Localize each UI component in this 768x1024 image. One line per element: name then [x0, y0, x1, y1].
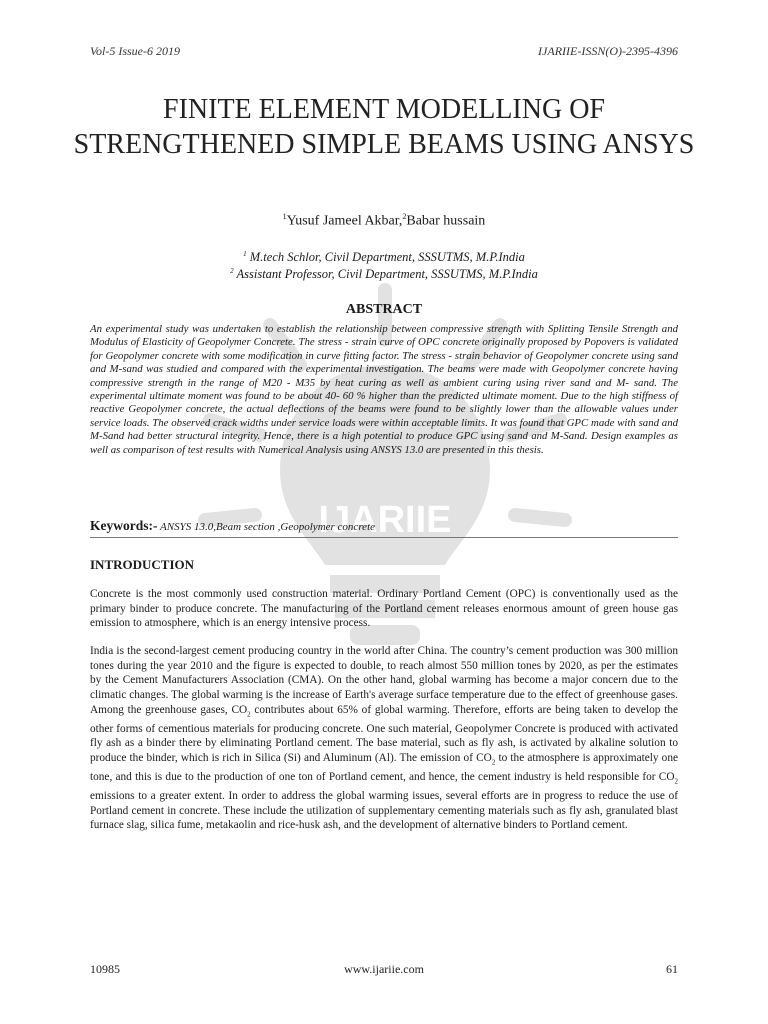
author-2-name: Babar hussain [406, 213, 486, 229]
author-2-sup: 2 [402, 212, 407, 221]
co2-subscript-2: 2 [491, 758, 496, 767]
co2-subscript-3: 2 [674, 777, 678, 786]
affiliation-1 [0, 250, 768, 265]
keywords-line [90, 518, 678, 534]
intro-paragraph-2 [90, 644, 678, 833]
footer-website-link[interactable]: www.ijariie.com [344, 962, 424, 976]
author-1-sup: 1 [282, 212, 287, 221]
paper-title: FINITE ELEMENT MODELLING OF STRENGTHENED SIMPLE BEAMS USING ANSYS [73, 94, 695, 160]
intro-p2-text-3: to the atmosphere is approximately one tone, and this is due to the production of one ton of Portland cement, and hence, the cement industry is held responsible for CO [90, 752, 678, 784]
header-journal-issn: IJARIIE-ISSN(O)-2395-4396 [538, 44, 678, 58]
keywords-label: Keywords:- [90, 518, 158, 533]
affiliation-2-sup: 2 [230, 267, 234, 275]
intro-p2-text-4: emissions to a greater extent. In order to address the global warming issues, several efforts are in progress to reduce the use of Portland cement in concrete. These include the utilization of supplementary cementing materials such as fly ash, granulated blast furnace slag, silica fume, metakaolin and rice-husk ash, and the development of alternative binders to Portland cement. [90, 790, 678, 832]
author-list [0, 212, 768, 230]
header-volume: Vol-5 Issue-6 2019 [90, 44, 180, 58]
footer-paper-id: 10985 [90, 962, 120, 976]
footer-page-number: 61 [666, 962, 678, 976]
affiliation-2-text: Assistant Professor, Civil Department, SSSUTMS, M.P.India [233, 267, 538, 282]
keywords-divider [90, 537, 678, 538]
intro-p2-text-2: contributes about 65% of global warming. Therefore, efforts are being taken to develop the other forms of cementious materials for producing concrete. One such material, Geopolymer Concrete is produced with activated fly ash as a binder there by eliminating Portland cement. The base material, such as fly ash, is activated by alkaline solution to produce the binder, which is rich in Silica (Si) and Aluminum (Al). The emission of CO [90, 703, 679, 765]
intro-p2-text-1: India is the second-largest cement producing country in the world after China. The country’s cement production was 300 million tones during the year 2010 and the figure is expected to double, to reach almost 550 million tones by 2020, as per the estimates by the Cement Manufacturers Association (CMA). On the other hand, global warming has become a major concern due to the climatic changes. The global warming is the increase of Earth's average surface temperature due to the effect of greenhouse gases. Among the greenhouse gases, CO [90, 645, 678, 716]
affiliation-2 [0, 267, 768, 282]
affiliation-1-sup: 1 [243, 250, 247, 258]
abstract-heading: ABSTRACT [345, 302, 423, 317]
intro-paragraph-1: Concrete is the most commonly used construction material. Ordinary Portland Cement (OPC) is conventionally used as the primary binder to produce concrete. The manufacturing of the Portland cement releases enormous amount of green house gas emission to atmosphere, which is an energy intensive process. [90, 588, 678, 630]
introduction-heading: INTRODUCTION [90, 557, 195, 572]
co2-subscript-1: 2 [247, 710, 251, 719]
keywords-value: ANSYS 13.0,Beam section ,Geopolymer concrete [157, 521, 376, 533]
affiliation-1-text: M.tech Schlor, Civil Department, SSSUTMS, M.P.India [246, 250, 525, 265]
watermark-text: IJARIIE [318, 499, 452, 541]
abstract-text: An experimental study was undertaken to establish the relationship between compressive strength with Splitting Tensile Strength and Modulus of Elasticity of Geopolymer Concrete. The stress - strain curve of OPC concrete originally proposed by Popovers is validated for Geopolymer concrete with some modification in curve fitting factor. The stress - strain behavior of Geopolymer concrete using sand and M-sand was studied and compared with the experimental investigation. The beams were made with Geopolymer concrete having compressive strength in the range of M20 - M35 by heat curing as well as ambient curing using river sand and M- sand. The experimental ultimate moment was found to be about 40- 60 % higher than the predicted ultimate moment. Due to the high stiffness of reactive Geopolymer concrete, the actual deflections of the beams were found to be slightly lower than the allowable values under service loads. The observed crack widths under service loads were within acceptable limits. It was found that GPC made with sand and M-Sand had better structural integrity. Hence, there is a high potential to produce GPC using sand and M-Sand. Design examples as well as comparison of test results with Numerical Analysis using ANSYS 13.0 are presented in this thesis. [90, 323, 678, 456]
author-1-name: Yusuf Jameel Akbar, [286, 213, 403, 229]
